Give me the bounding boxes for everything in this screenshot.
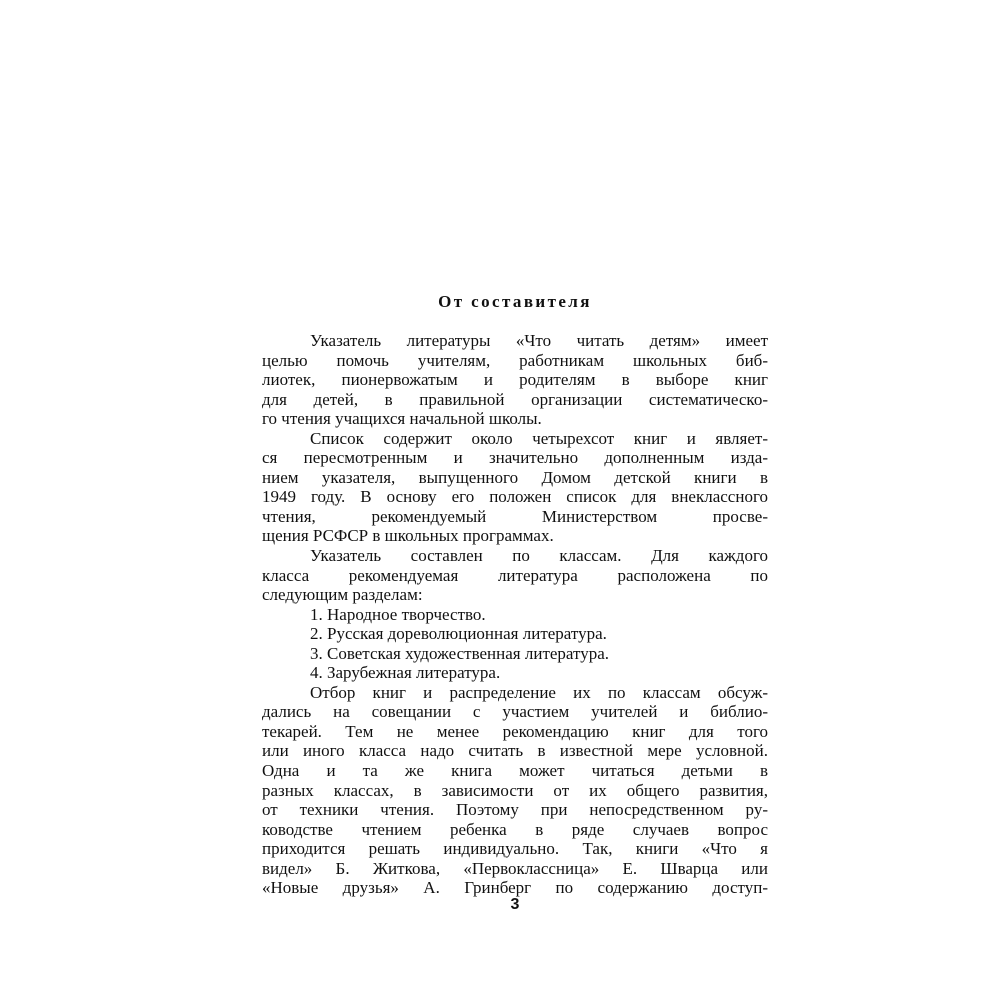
book-page: [262, 0, 768, 1000]
text-line: текарей. Тем не менее рекомендацию книг для того: [262, 721, 768, 741]
text-line: приходится решать индивидуально. Так, книги «Что я: [262, 839, 768, 859]
page-title: От составителя: [438, 292, 592, 311]
list-item: 4. Зарубежная литература.: [310, 663, 501, 683]
text-line: Отбор книг и распределение их по классам обсуж-: [310, 682, 768, 702]
text-line: Указатель литературы «Что читать детям» имеет: [310, 331, 768, 350]
text-line: от техники чтения. Поэтому при непосредственном ру-: [262, 800, 768, 820]
text-line: лиотек, пионервожатым и родителям в выборе книг: [262, 370, 768, 390]
list-item: 3. Советская художественная литература.: [310, 643, 610, 663]
text-line: дались на совещании с участием учителей и библио-: [262, 702, 768, 722]
text-line: следующим разделам:: [262, 585, 423, 605]
list-item: 1. Народное творчество.: [310, 604, 486, 624]
text-line: или иного класса надо считать в известной мере условной.: [262, 741, 768, 761]
text-line: 1949 году. В основу его положен список для внеклассного: [262, 487, 768, 507]
text-line: разных классах, в зависимости от их общего развития,: [262, 780, 768, 800]
text-line: чтения, рекомендуемый Министерством просве-: [262, 506, 768, 526]
text-line: Одна и та же книга может читаться детьми в: [262, 761, 768, 781]
text-line: ся пересмотренным и значительно дополненным изда-: [262, 448, 768, 468]
text-line: Список содержит около четырехсот книг и являет-: [310, 428, 768, 448]
text-line: нием указателя, выпущенного Домом детской книги в: [262, 467, 768, 487]
text-line: целью помочь учителям, работникам школьных биб-: [262, 350, 768, 370]
text-line: «Новые друзья» А. Гринберг по содержанию доступ-: [262, 878, 768, 898]
text-line: Указатель составлен по классам. Для каждого: [310, 546, 768, 566]
text-line: щения РСФСР в школьных программах.: [262, 526, 554, 546]
text-line: ководстве чтением ребенка в ряде случаев вопрос: [262, 819, 768, 839]
text-line: класса рекомендуемая литература расположена по: [262, 565, 768, 585]
text-line: для детей, в правильной организации систематическо-: [262, 389, 768, 409]
list-item: 2. Русская дореволюционная литература.: [310, 624, 607, 644]
text-line: го чтения учащихся начальной школы.: [262, 409, 542, 429]
page-number: 3: [510, 896, 520, 913]
text-line: видел» Б. Житкова, «Первоклассница» Е. Шварца или: [262, 858, 768, 878]
page-body: [262, 331, 768, 898]
